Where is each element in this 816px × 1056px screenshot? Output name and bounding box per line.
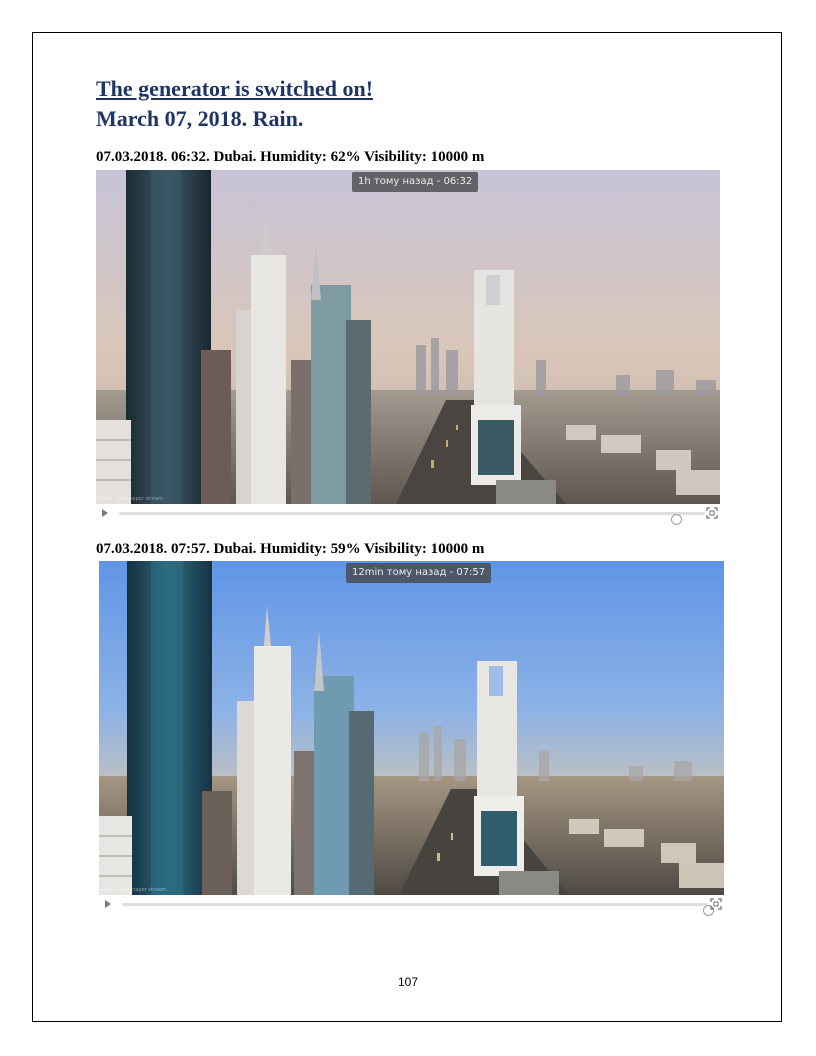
stream-watermark: dubai · skyscraper stream bbox=[98, 496, 163, 502]
video-player-controls bbox=[96, 506, 720, 520]
seek-handle[interactable] bbox=[671, 514, 682, 525]
stream-watermark: dubai · skyscraper stream bbox=[101, 887, 166, 893]
play-icon[interactable] bbox=[102, 509, 108, 517]
entry-caption: 07.03.2018. 07:57. Dubai. Humidity: 59% Visibility: 10000 m bbox=[96, 541, 485, 557]
webcam-snapshot bbox=[99, 561, 724, 895]
seek-track[interactable] bbox=[122, 903, 708, 906]
time-badge: 1h тому назад - 06:32 bbox=[352, 172, 478, 192]
dubai-skyline-image bbox=[96, 170, 720, 504]
page-number: 107 bbox=[397, 975, 419, 989]
dubai-skyline-image bbox=[99, 561, 724, 895]
time-badge: 12min тому назад - 07:57 bbox=[346, 563, 491, 583]
play-icon[interactable] bbox=[105, 900, 111, 908]
entry-caption: 07.03.2018. 06:32. Dubai. Humidity: 62% Visibility: 10000 m bbox=[96, 149, 485, 165]
fullscreen-icon[interactable] bbox=[710, 898, 722, 910]
page-subtitle: March 07, 2018. Rain. bbox=[96, 106, 304, 131]
page-title: The generator is switched on! bbox=[96, 76, 374, 101]
fullscreen-icon[interactable] bbox=[706, 507, 718, 519]
webcam-snapshot bbox=[96, 170, 720, 504]
seek-track[interactable] bbox=[119, 512, 705, 515]
video-player-controls bbox=[99, 897, 724, 911]
